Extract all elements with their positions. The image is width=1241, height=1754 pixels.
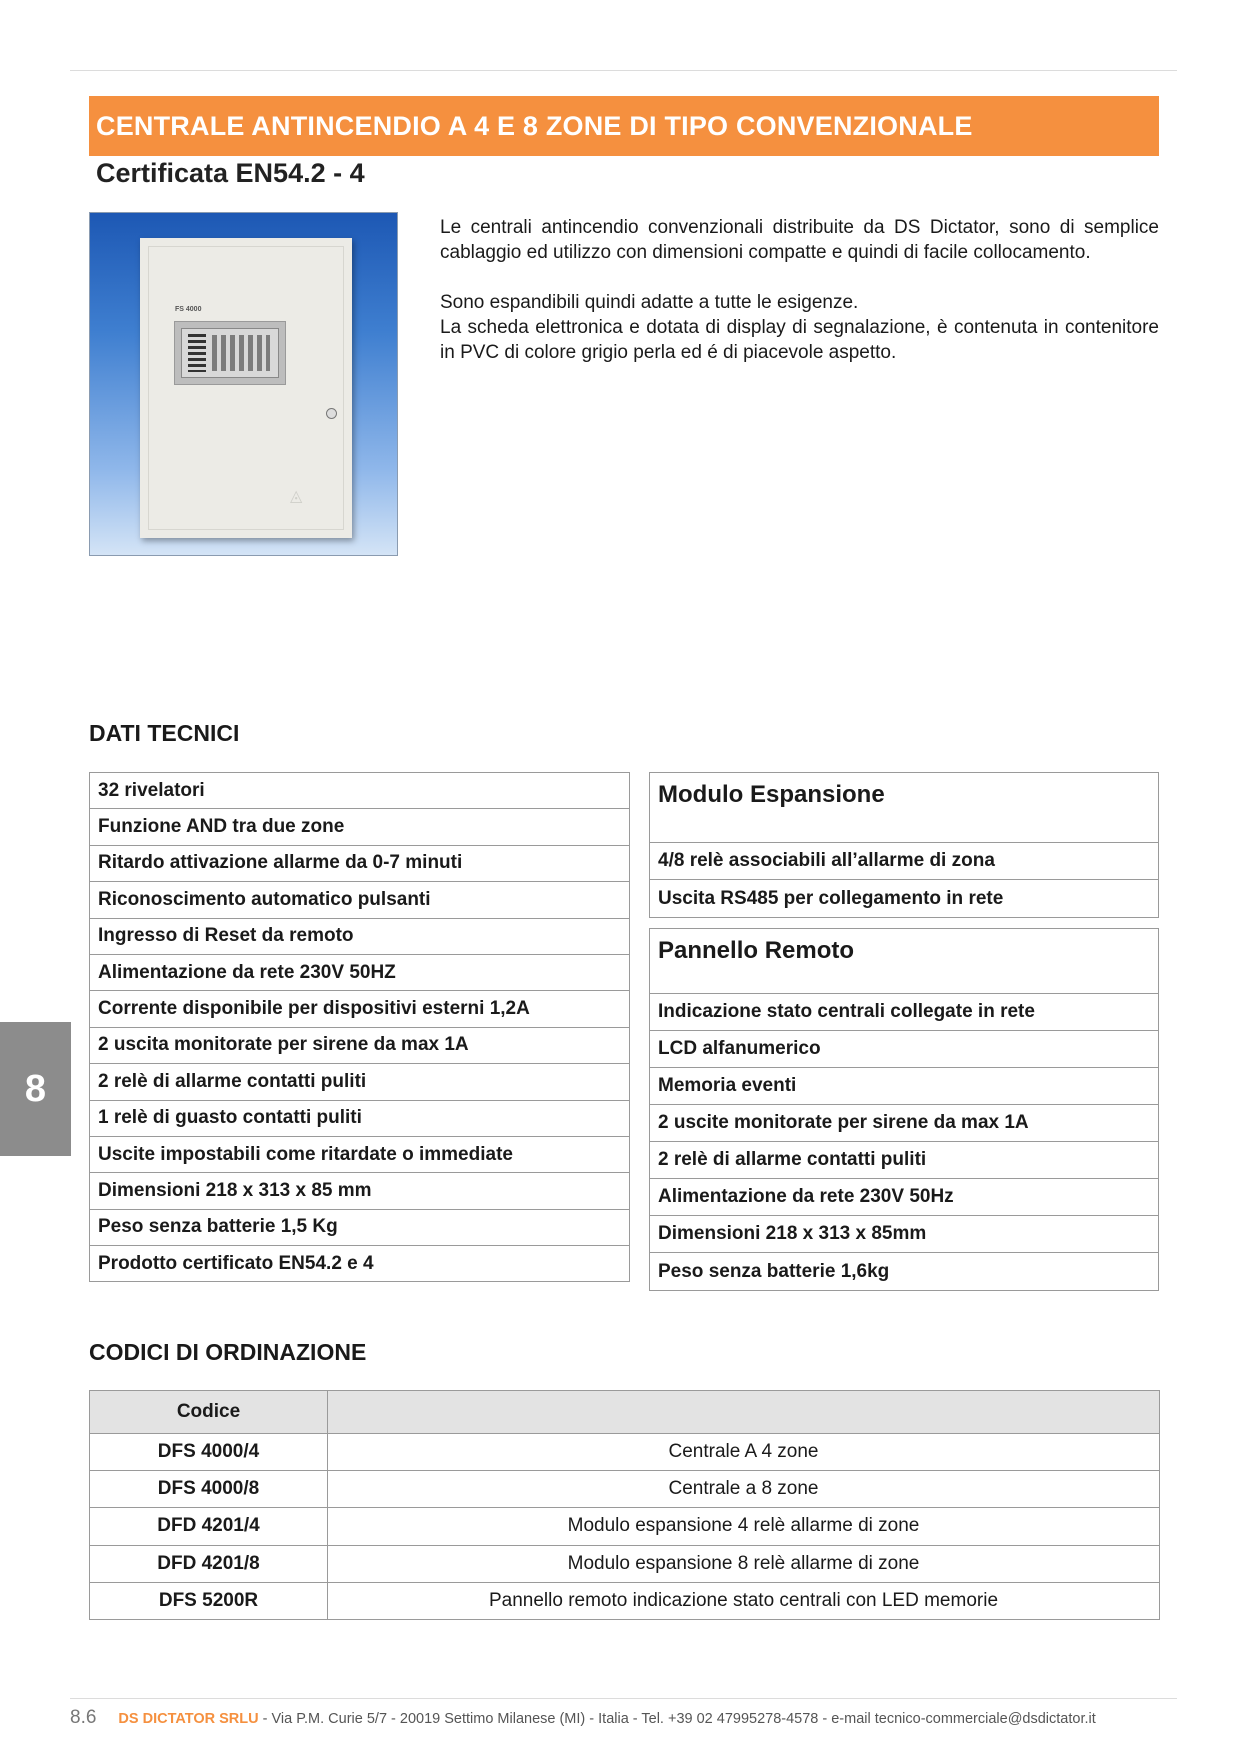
spec-item: Ingresso di Reset da remoto	[90, 918, 630, 954]
order-description: Modulo espansione 4 relè allarme di zone	[328, 1508, 1160, 1545]
keypad	[212, 335, 270, 371]
table-row	[90, 1508, 1160, 1545]
page-title: CENTRALE ANTINCENDIO A 4 E 8 ZONE DI TIPO CONVENZIONALE	[96, 110, 973, 141]
table-row	[90, 954, 630, 990]
codici-heading: CODICI DI ORDINAZIONE	[89, 1339, 367, 1365]
spec-item: Alimentazione da rete 230V 50HZ	[90, 954, 630, 990]
list-item: 4/8 relè associabili all’allarme di zona	[650, 843, 1158, 880]
table-header-row	[90, 1391, 1160, 1434]
list-item: Memoria eventi	[650, 1068, 1158, 1105]
intro-paragraph-2: Sono espandibili quindi adatte a tutte le esigenze.	[440, 292, 859, 313]
dati-tecnici-heading: DATI TECNICI	[89, 720, 240, 746]
spec-item: Uscite impostabili come ritardate o immediate	[90, 1136, 630, 1172]
footer-company: DS DICTATOR SRLU	[118, 1711, 259, 1727]
pannello-remoto-box	[649, 928, 1159, 1291]
intro-paragraph-1: Le centrali antincendio convenzionali distribuite da DS Dictator, sono di semplice cablaggio ed utilizzo con dimensioni compatte e quindi di facile collocamento.	[440, 217, 1159, 263]
order-code: DFD 4201/4	[90, 1508, 328, 1545]
modulo-espansione-box	[649, 772, 1159, 918]
list-item: Uscita RS485 per collegamento in rete	[658, 887, 1004, 909]
list-item: Dimensioni 218 x 313 x 85mm	[650, 1216, 1158, 1253]
chapter-tab	[0, 1022, 71, 1156]
codici-table	[89, 1390, 1160, 1620]
table-row	[90, 991, 630, 1027]
intro-paragraph-3: La scheda elettronica e dotata di display di segnalazione, è contenuta in contenitore in PVC di colore grigio perla ed é di piacevole aspetto.	[440, 317, 1159, 363]
footer-contact: - Via P.M. Curie 5/7 - 20019 Settimo Milanese (MI) - Italia - Tel. +39 02 47995278-4578 - e-mail tecnico-commerciale@dsdictator.it	[258, 1711, 1096, 1727]
chapter-number: 8	[24, 1067, 47, 1110]
pannello-remoto-title: Pannello Remoto	[650, 929, 1158, 994]
spec-item: Ritardo attivazione allarme da 0-7 minuti	[90, 845, 630, 881]
spec-item: Prodotto certificato EN54.2 e 4	[90, 1246, 630, 1282]
order-code: DFS 5200R	[90, 1582, 328, 1619]
table-row	[90, 918, 630, 954]
control-panel	[174, 321, 286, 385]
order-code: DFD 4201/8	[90, 1545, 328, 1582]
list-item: Peso senza batterie 1,6kg	[658, 1260, 890, 1282]
table-row	[90, 1582, 1160, 1619]
table-row	[90, 1209, 630, 1245]
spec-item: 2 uscita monitorate per sirene da max 1A	[90, 1027, 630, 1063]
order-description: Modulo espansione 8 relè allarme di zone	[328, 1545, 1160, 1582]
spec-item: 2 relè di allarme contatti puliti	[90, 1064, 630, 1100]
bottom-divider	[70, 1698, 1177, 1699]
cabinet-model-label: FS 4000	[175, 306, 202, 313]
list-item: 2 uscite monitorate per sirene da max 1A	[650, 1105, 1158, 1142]
title-banner	[89, 96, 1159, 156]
spec-item: 1 relè di guasto contatti puliti	[90, 1100, 630, 1136]
list-item: LCD alfanumerico	[650, 1031, 1158, 1068]
table-row	[90, 1545, 1160, 1582]
table-row	[90, 845, 630, 881]
logo-emboss-icon: ◬	[290, 488, 303, 505]
table-row	[90, 1471, 1160, 1508]
table-row	[90, 1064, 630, 1100]
order-description: Centrale A 4 zone	[328, 1434, 1160, 1471]
order-description: Centrale a 8 zone	[328, 1471, 1160, 1508]
table-row	[90, 1173, 630, 1209]
top-divider	[70, 70, 1177, 71]
table-row	[90, 1100, 630, 1136]
order-description: Pannello remoto indicazione stato centrali con LED memorie	[328, 1582, 1160, 1619]
table-row	[90, 1136, 630, 1172]
product-image	[89, 212, 398, 556]
table-row	[90, 1027, 630, 1063]
led-column	[188, 334, 206, 372]
spec-item: Funzione AND tra due zone	[90, 809, 630, 845]
page-footer	[70, 1707, 1096, 1729]
spec-item: 32 rivelatori	[90, 773, 630, 809]
order-code: DFS 4000/8	[90, 1471, 328, 1508]
intro-text	[440, 215, 1159, 365]
page-number: 8.6	[70, 1707, 97, 1728]
list-item: Indicazione stato centrali collegate in rete	[650, 994, 1158, 1031]
order-code: DFS 4000/4	[90, 1434, 328, 1471]
list-item: Alimentazione da rete 230V 50Hz	[650, 1179, 1158, 1216]
list-item: 2 relè di allarme contatti puliti	[650, 1142, 1158, 1179]
table-row	[90, 809, 630, 845]
column-header-description	[328, 1391, 1160, 1434]
table-row	[90, 1434, 1160, 1471]
modulo-espansione-title: Modulo Espansione	[650, 773, 1158, 843]
table-row	[90, 1246, 630, 1282]
lock-icon	[326, 408, 337, 419]
spec-item: Dimensioni 218 x 313 x 85 mm	[90, 1173, 630, 1209]
spec-item: Corrente disponibile per dispositivi esterni 1,2A	[90, 991, 630, 1027]
table-row	[90, 773, 630, 809]
spec-item: Riconoscimento automatico pulsanti	[90, 882, 630, 918]
spec-item: Peso senza batterie 1,5 Kg	[90, 1209, 630, 1245]
column-header-code: Codice	[90, 1391, 328, 1434]
dati-tecnici-table	[89, 772, 630, 1282]
table-row	[90, 882, 630, 918]
page-subtitle: Certificata EN54.2 - 4	[96, 158, 365, 188]
fire-panel-cabinet	[140, 238, 352, 538]
